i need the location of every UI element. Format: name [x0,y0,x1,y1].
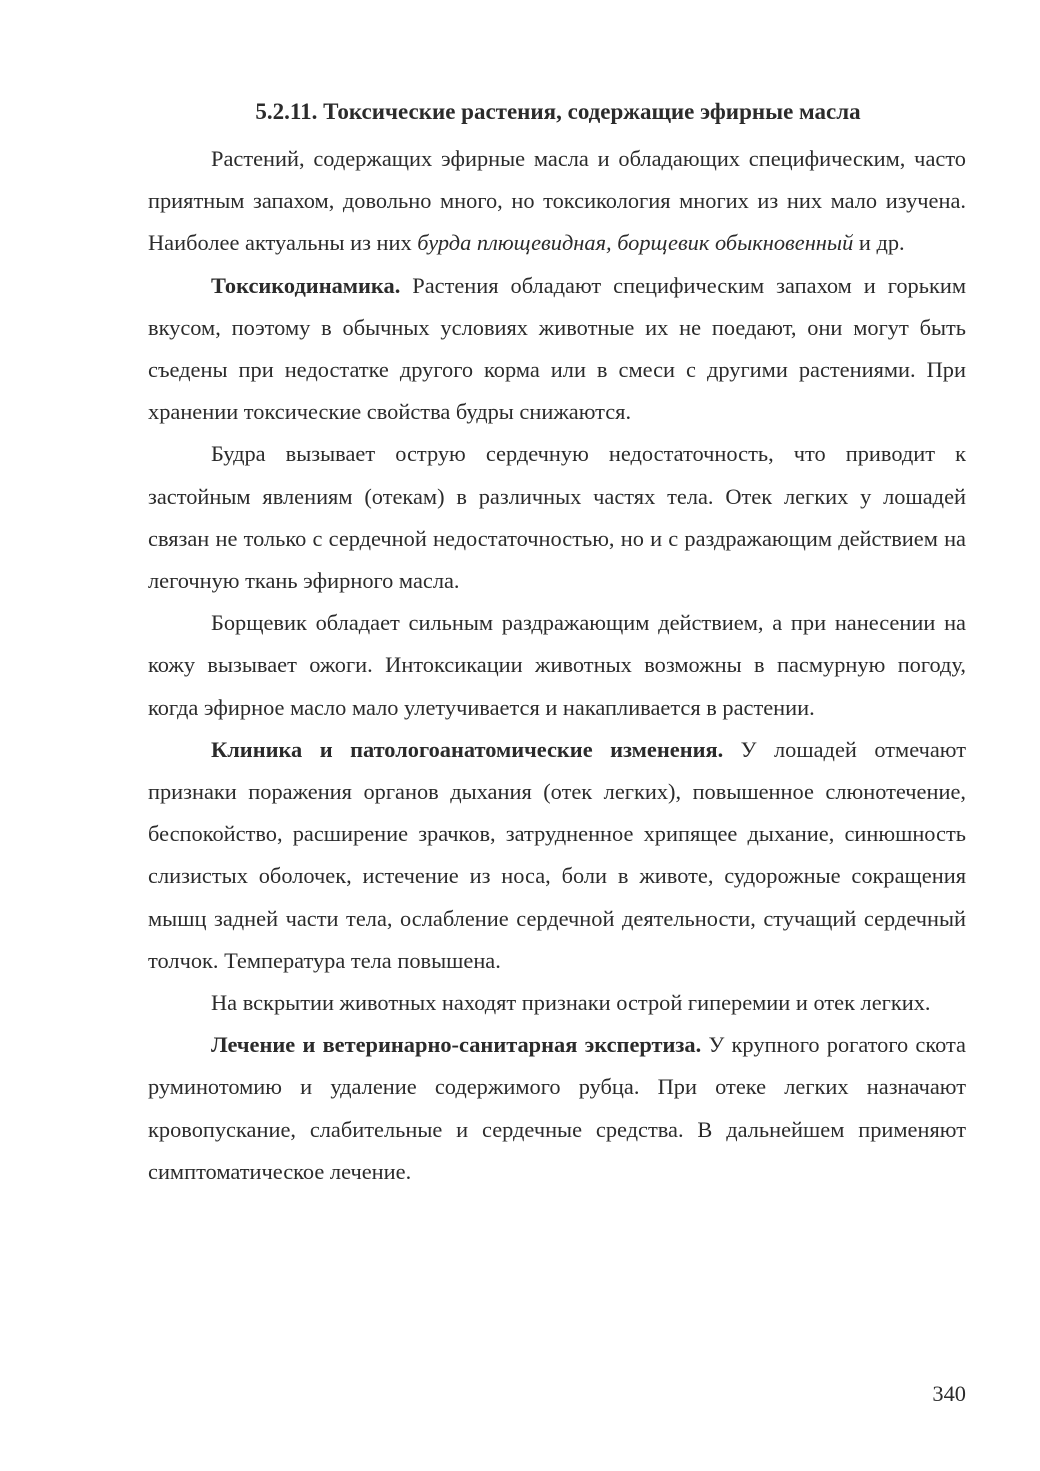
intro-text-start: Растений, содержащих эфирные масла и обладающих специфическим, часто приятным запахом, довольно много, но токсикология многих из них мало изучена. Наиболее актуальны из них [148,146,966,256]
paragraph-budra: Будра вызывает острую сердечную недостаточность, что приводит к застойным явлениям (отекам) в различных частях тела. Отек легких у лошадей связан не только с сердечной недостаточностью, но и с раздражающим действием на легочную ткань эфирного масла. [148,441,966,594]
intro-text-end: и др. [853,230,905,256]
intro-plant-names: бурда плющевидная, борщевик обыкновенный [417,230,854,256]
body-text [148,138,966,1193]
paragraph-autopsy: На вскрытии животных находят признаки острой гиперемии и отек легких. [211,990,931,1016]
treatment-text: У крупного рогатого скота руминотомию и удаление содержимого рубца. При отеке легких назначают кровопускание, слабительные и сердечные средства. В дальнейшем применяют симптоматическое лечение. [148,1032,967,1184]
paragraph-intro [148,138,966,265]
clinic-text: У лошадей отмечают признаки поражения органов дыхания (отек легких), повышенное слюнотечение, беспокойство, расширение зрачков, затрудненное хрипящее дыхание, синюшность слизистых оболочек, истечение из носа, боли в животе, судорожные сокращения мышц задней части тела, ослабление сердечной деятельности, стучащий сердечный толчок. Температура тела повышена. [148,736,966,973]
treatment-title: Лечение и ветеринарно-санитарная экспертиза. [211,1032,702,1058]
toxicodynamics-title: Токсикодинамика. [211,272,401,298]
clinic-title: Клиника и патологоанатомические изменения. [211,736,724,762]
paragraph-clinic [148,729,966,982]
paragraph-borshchevik: Борщевик обладает сильным раздражающим действием, а при нанесении на кожу вызывает ожоги. Интоксикации животных возможны в пасмурную погоду, когда эфирное масло мало улетучивается и накапливается в растении. [148,610,966,720]
paragraph-toxicodynamics [148,265,966,434]
page-number: 340 [932,1381,966,1406]
section-heading: 5.2.11. Токсические растения, содержащие эфирные масла [255,99,861,124]
paragraph-treatment [148,1024,966,1193]
toxicodynamics-text: Растения обладают специфическим запахом и горьким вкусом, поэтому в обычных условиях животные их не поедают, они могут быть съедены при недостатке другого корма или в смеси с другими растениями. При хранении токсические свойства будры снижаются. [148,272,966,425]
